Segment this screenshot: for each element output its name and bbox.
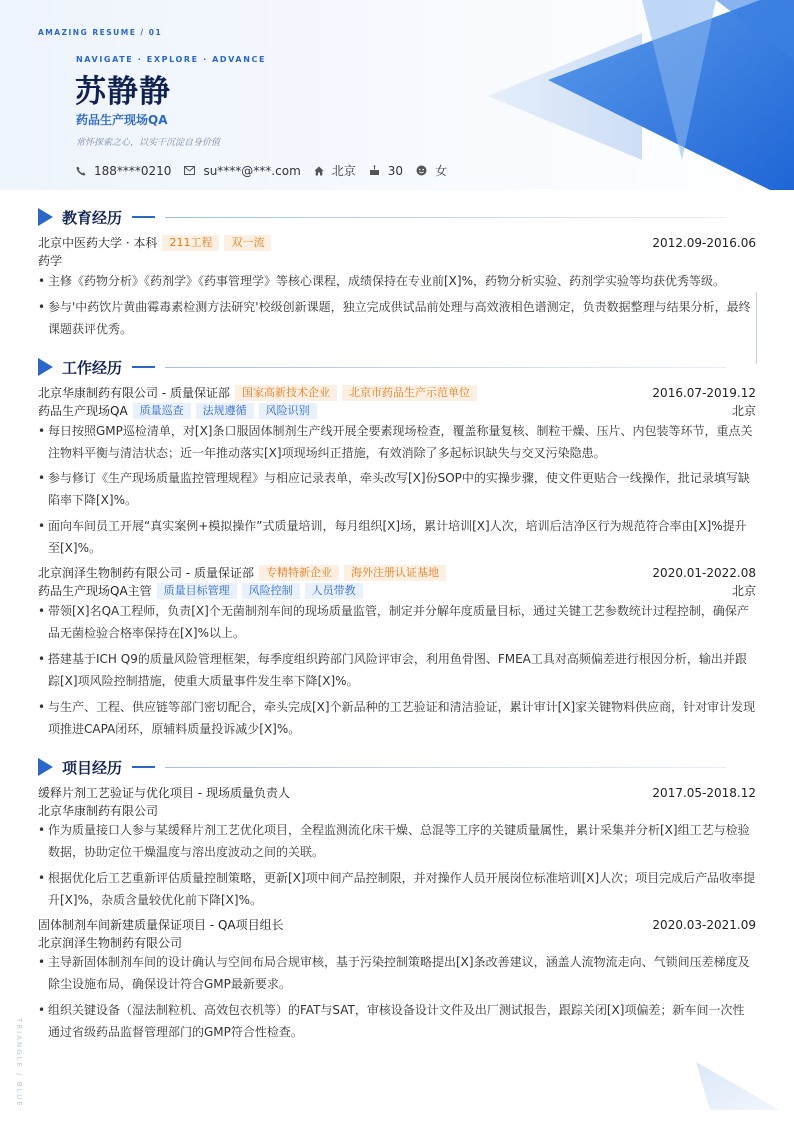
skill-tag: 法规遵循	[196, 403, 254, 419]
bullet-text: 主修《药物分析》《药剂学》《药事管理学》等核心课程，成绩保持在专业前[X]%，药物分析实验、药剂学实验等均获优秀等级。	[48, 274, 725, 288]
section-dash	[132, 766, 155, 768]
bullet-text: 与生产、工程、供应链等部门密切配合，牵头完成[X]个新品种的工艺验证和清洁验证，累计审计[X]家关键物料供应商，针对审计发现项推进CAPA闭环，原辅料质量投诉减少[X]%。	[48, 700, 756, 736]
school-name: 北京中医药大学 · 本科	[38, 236, 158, 250]
bullet-text: 搭建基于ICH Q9的质量风险管理框架，每季度组织跨部门风险评审会，利用鱼骨图、FMEA工具对高频偏差进行根因分析，输出并跟踪[X]项风险控制措施，使重大质量事件发生率下降[X]%。	[48, 652, 747, 688]
section-title: 项目经历	[62, 758, 123, 777]
section-dash	[132, 366, 155, 368]
company-tag: 北京市药品生产示范单位	[342, 385, 477, 401]
resume-header	[0, 0, 794, 190]
brand-label: AMAZING RESUME / 01	[38, 28, 163, 37]
candidate-name: 苏静静	[75, 74, 171, 110]
phone-value: 188****0210	[94, 163, 172, 178]
work-date: 2020.01-2022.08	[652, 565, 756, 580]
cake-icon	[369, 165, 380, 176]
bullet-dot: •	[38, 823, 46, 837]
education-entry-header	[38, 234, 756, 251]
contact-bar	[76, 162, 460, 179]
skill-tag: 质量目标管理	[157, 583, 237, 599]
skill-tag: 风险识别	[259, 403, 317, 419]
company-name: 北京华康制药有限公司 - 质量保证部	[38, 386, 230, 400]
education-major-row	[38, 252, 756, 269]
bullet-text: 面向车间员工开展“真实案例+模拟操作”式质量培训，每月组织[X]场，累计培训[X]人次，培训后洁净区行为规范符合率由[X]%提升至[X]%。	[48, 519, 747, 555]
skill-tag: 风险控制	[242, 583, 300, 599]
contact-gender	[416, 162, 447, 179]
list-item	[38, 696, 756, 740]
vertical-rule	[756, 292, 757, 364]
bullet-text: 每日按照GMP巡检清单，对[X]条口服固体制剂生产线开展全要素现场检查，覆盖称量复核、制粒干燥、压片、内包装等环节，重点关注物料平衡与清洁状态；近一年推动落实[X]项现场纠正措施，有效消除了多起标识缺失与交叉污染隐患。	[48, 424, 753, 460]
section-marker-icon	[38, 208, 53, 226]
skill-tag: 人员带教	[305, 583, 363, 599]
gender-icon	[416, 165, 427, 176]
city-value: 北京	[331, 164, 356, 178]
home-icon	[314, 166, 324, 176]
bullet-text: 带领[X]名QA工程师，负责[X]个无菌制剂车间的现场质量监管，制定并分解年度质量目标，通过关键工艺参数统计过程控制，确保产品无菌检验合格率保持在[X]%以上。	[48, 604, 749, 640]
list-item	[38, 270, 756, 292]
project-title: 固体制剂车间新建质量保证项目 - QA项目组长	[38, 918, 284, 932]
bullet-dot: •	[38, 274, 46, 288]
education-date: 2012.09-2016.06	[652, 235, 756, 250]
company-tag: 专精特新企业	[259, 565, 339, 581]
project-org: 北京润泽生物制药有限公司	[38, 936, 183, 950]
list-item	[38, 867, 756, 911]
bullet-dot: •	[38, 300, 46, 314]
work-position-row	[38, 402, 756, 419]
section-title: 教育经历	[62, 208, 123, 227]
bullet-text: 作为质量接口人参与某缓释片剂工艺优化项目，全程监测流化床干燥、总混等工序的关键质量属性，累计采集并分析[X]组工艺与检验数据，协助定位干燥温度与溶出度波动之间的关联。	[48, 823, 750, 859]
contact-city	[314, 162, 356, 179]
project-entry-header	[38, 784, 756, 801]
bullet-dot: •	[38, 471, 46, 485]
contact-age	[369, 164, 403, 178]
bullet-text: 主导新固体制剂车间的设计确认与空间布局合规审核，基于污染控制策略提出[X]条改善建议，涵盖人流物流走向、气锁间压差梯度及除尘设施布局，确保设计符合GMP最新要求。	[48, 955, 750, 991]
project-org-row	[38, 934, 756, 951]
school-tag: 双一流	[224, 235, 271, 251]
section-work	[38, 357, 756, 377]
school-tag: 211工程	[162, 235, 219, 251]
list-item	[38, 296, 756, 340]
contact-email	[184, 164, 300, 178]
phone-icon	[76, 166, 86, 176]
section-marker-icon	[38, 358, 53, 376]
bullet-dot: •	[38, 652, 46, 666]
skill-tag: 质量巡查	[133, 403, 191, 419]
bullet-dot: •	[38, 519, 46, 533]
contact-phone	[76, 164, 171, 178]
list-item	[38, 600, 756, 644]
bullet-dot: •	[38, 604, 46, 618]
bullet-text: 根据优化后工艺重新评估质量控制策略，更新[X]项中间产品控制限，并对操作人员开展岗位标准培训[X]人次；项目完成后产品收率提升[X]%，杂质含量较优化前下降[X]%。	[48, 871, 756, 907]
motto: 常怀探索之心，以实干沉淀自身价值	[76, 138, 221, 148]
gender-value: 女	[435, 164, 448, 178]
section-project	[38, 757, 756, 777]
section-dash	[132, 216, 155, 218]
bullet-text: 参与修订《生产现场质量监控管理规程》与相应记录表单，牵头改写[X]份SOP中的实操步骤，使文件更贴合一线操作，批记录填写缺陷率下降[X]%。	[48, 471, 750, 507]
major: 药学	[38, 254, 63, 268]
section-divider	[165, 767, 726, 768]
bullet-text: 参与'中药饮片黄曲霉毒素检测方法研究'校级创新课题，独立完成供试品前处理与高效液相色谱测定，负责数据整理与结果分析，最终课题获评优秀。	[48, 300, 751, 336]
section-divider	[165, 217, 726, 218]
bullet-dot: •	[38, 700, 46, 714]
section-education	[38, 207, 756, 227]
work-city: 北京	[731, 404, 756, 418]
list-item	[38, 420, 756, 464]
bullet-dot: •	[38, 871, 46, 885]
project-date: 2020.03-2021.09	[652, 917, 756, 932]
position-title: 药品生产现场QA主管	[38, 584, 152, 598]
email-value: su****@***.com	[203, 163, 301, 178]
project-entry-header	[38, 916, 756, 933]
section-marker-icon	[38, 758, 53, 776]
work-entry-header	[38, 384, 756, 401]
list-item	[38, 999, 756, 1043]
project-date: 2017.05-2018.12	[652, 785, 756, 800]
list-item	[38, 819, 756, 863]
bullet-dot: •	[38, 424, 46, 438]
project-org-row	[38, 802, 756, 819]
project-title: 缓释片剂工艺验证与优化项目 - 现场质量负责人	[38, 786, 290, 800]
project-org: 北京华康制药有限公司	[38, 804, 159, 818]
work-position-row	[38, 582, 756, 599]
list-item	[38, 951, 756, 995]
company-tag: 国家高新技术企业	[235, 385, 337, 401]
company-name: 北京润泽生物制药有限公司 - 质量保证部	[38, 566, 254, 580]
list-item	[38, 648, 756, 692]
work-date: 2016.07-2019.12	[652, 385, 756, 400]
work-city: 北京	[731, 584, 756, 598]
vertical-label: TRIANGLE / BLUE	[15, 1018, 23, 1108]
bullet-dot: •	[38, 955, 46, 969]
tagline: NAVIGATE · EXPLORE · ADVANCE	[76, 55, 267, 64]
work-entry-header	[38, 564, 756, 581]
section-title: 工作经历	[62, 358, 123, 377]
age-value: 30	[387, 163, 404, 178]
company-tag: 海外注册认证基地	[344, 565, 446, 581]
bullet-text: 组织关键设备（湿法制粒机、高效包衣机等）的FAT与SAT，审核设备设计文件及出厂测试报告，跟踪关闭[X]项偏差；新车间一次性通过省级药品监督管理部门的GMP符合性检查。	[48, 1003, 745, 1039]
section-divider	[165, 367, 726, 368]
target-role: 药品生产现场QA	[76, 113, 168, 127]
mail-icon	[184, 166, 195, 175]
list-item	[38, 515, 756, 559]
position-title: 药品生产现场QA	[38, 404, 128, 418]
corner-triangle-decoration	[690, 1060, 794, 1123]
list-item	[38, 467, 756, 511]
bullet-dot: •	[38, 1003, 46, 1017]
